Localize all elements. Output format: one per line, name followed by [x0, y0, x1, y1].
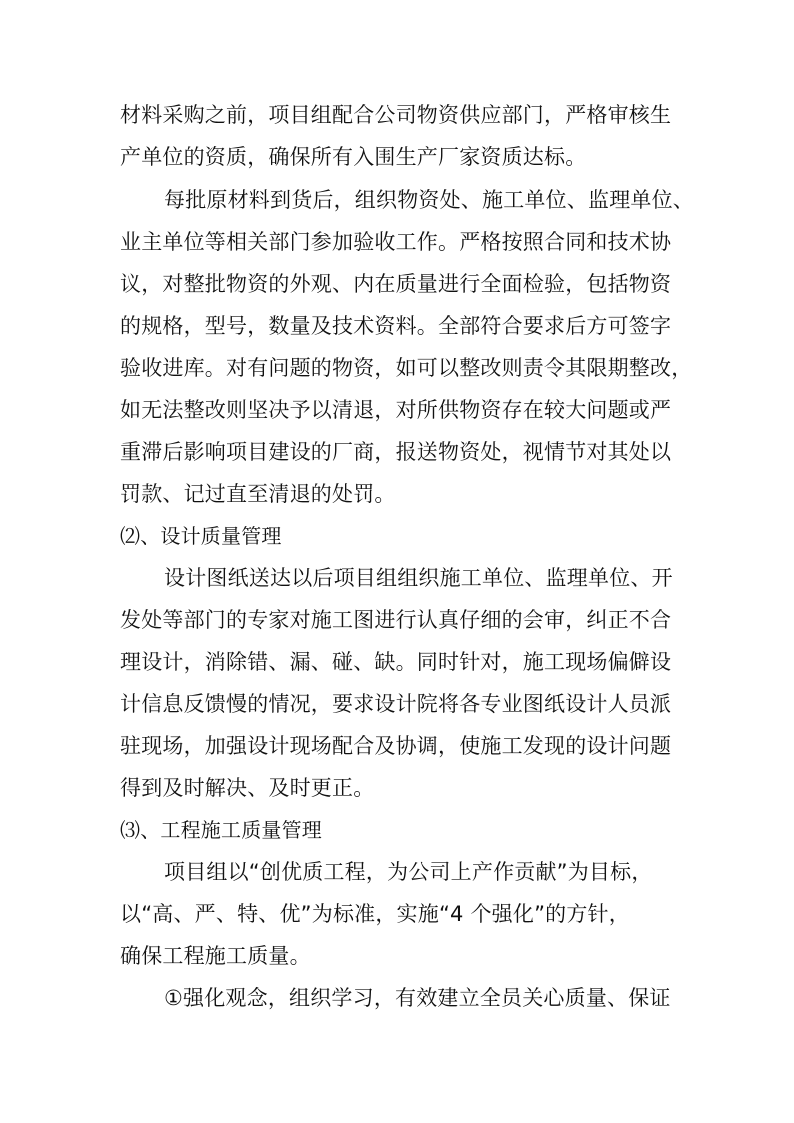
paragraph-line: 产单位的资质，确保所有入围生产厂家资质达标。 [120, 145, 587, 169]
paragraph-line: 材料采购之前，项目组配合公司物资供应部门，严格审核生 [120, 103, 672, 127]
paragraph-line: ①强化观念，组织学习，有效建立全员关心质量、保证 [164, 986, 671, 1010]
paragraph-line: 以“高、严、特、优”为标准，实施“4 个强化”的方针， [120, 902, 630, 926]
section-heading: ⑵、设计质量管理 [120, 524, 282, 548]
paragraph-line: 业主单位等相关部门参加验收工作。严格按照合同和技术协 [120, 230, 672, 254]
paragraph-line: 议，对整批物资的外观、内在质量进行全面检验，包括物资 [120, 272, 672, 296]
paragraph-line: 计信息反馈慢的情况，要求设计院将各专业图纸设计人员派 [120, 692, 672, 716]
paragraph-line: 如无法整改则坚决予以清退，对所供物资存在较大问题或严 [120, 398, 672, 422]
paragraph-line: 发处等部门的专家对施工图进行认真仔细的会审，纠正不合 [120, 608, 672, 632]
paragraph-line: 重滞后影响项目建设的厂商，报送物资处，视情节对其处以 [120, 440, 672, 464]
paragraph-line: 的规格，型号，数量及技术资料。全部符合要求后方可签字 [120, 314, 672, 338]
paragraph-line: 得到及时解决、及时更正。 [120, 776, 375, 800]
paragraph-line: 设计图纸送达以后项目组组织施工单位、监理单位、开 [164, 566, 673, 590]
paragraph-line: 项目组以“创优质工程，为公司上产作贡献”为目标， [164, 860, 653, 884]
paragraph-line: 理设计，消除错、漏、碰、缺。同时针对，施工现场偏僻设 [120, 650, 672, 674]
paragraph-line: 验收进库。对有问题的物资，如可以整改则责令其限期整改， [120, 356, 693, 380]
paragraph-line: 每批原材料到货后，组织物资处、施工单位、监理单位、 [164, 188, 694, 212]
paragraph-line: 确保工程施工质量。 [120, 944, 311, 968]
paragraph-line: 罚款、记过直至清退的处罚。 [120, 482, 396, 506]
paragraph-line: 驻现场，加强设计现场配合及协调，使施工发现的设计问题 [120, 734, 672, 758]
section-heading: ⑶、工程施工质量管理 [120, 818, 322, 842]
